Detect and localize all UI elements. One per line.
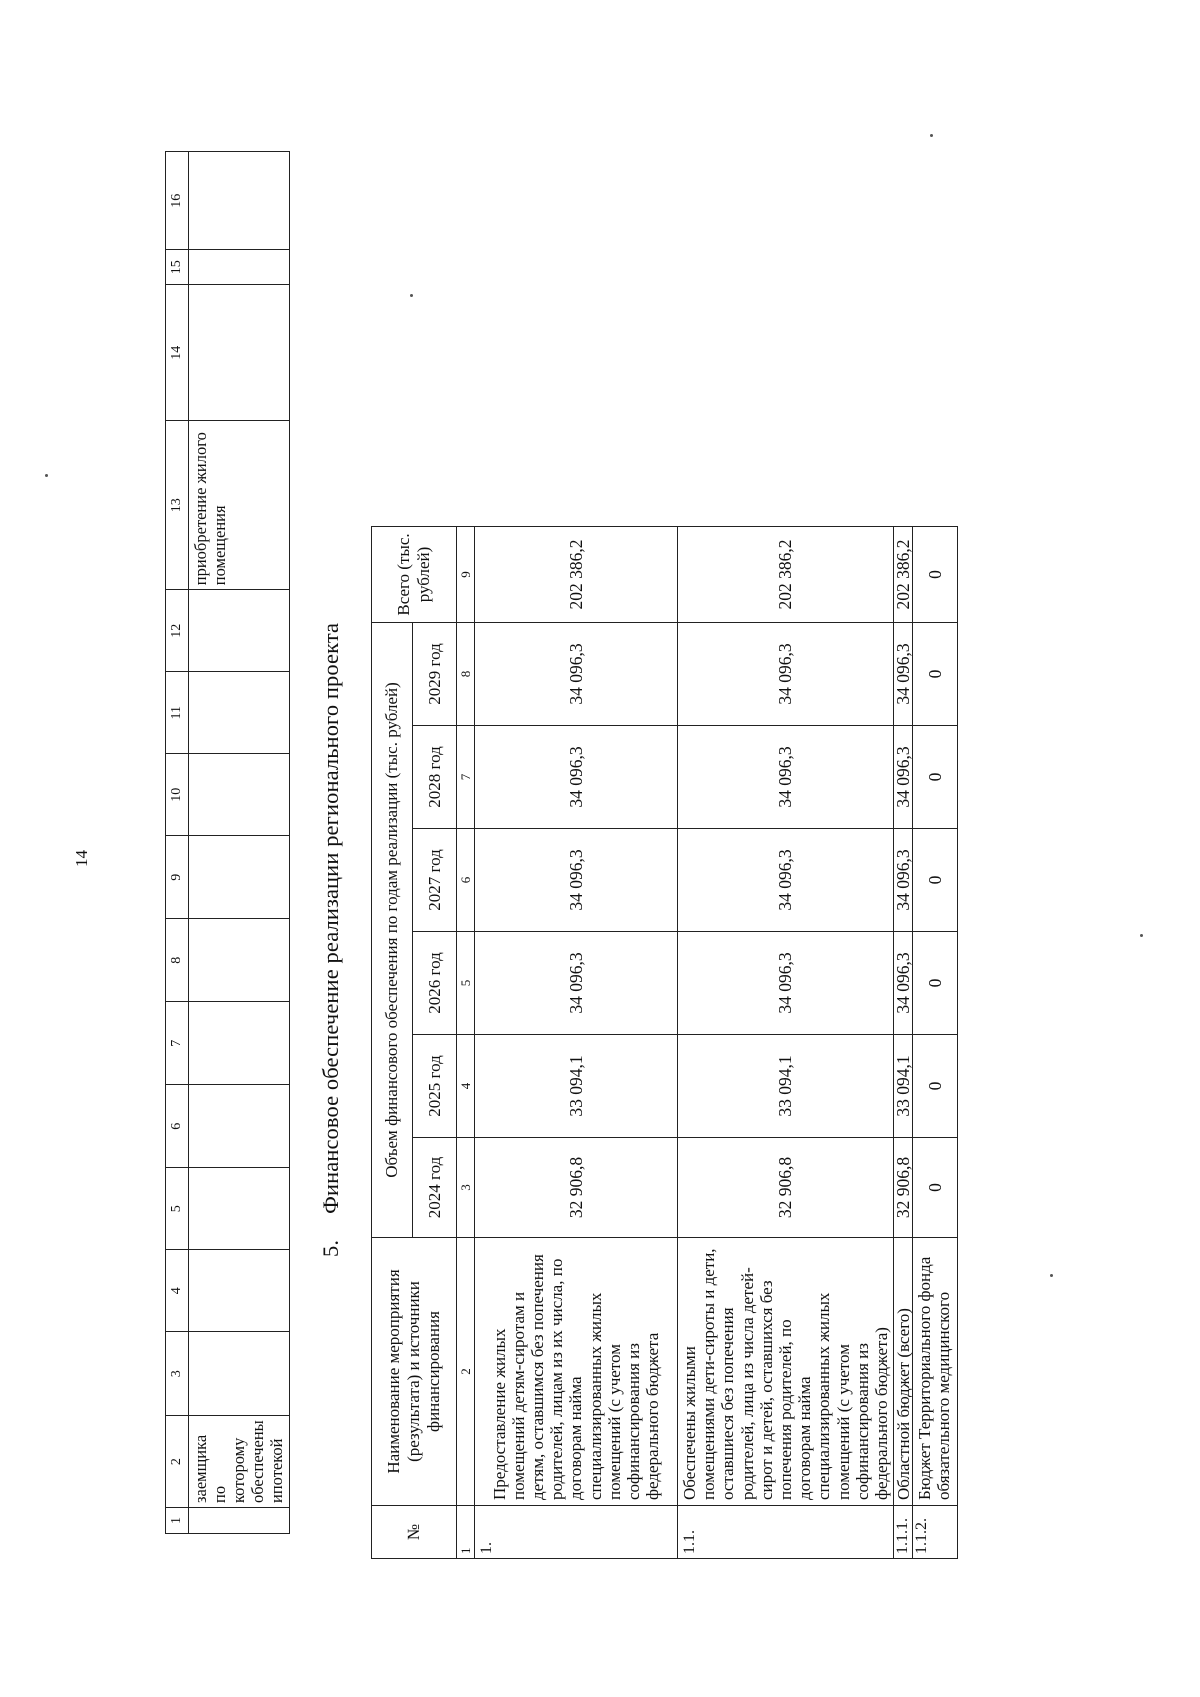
header-year: 2028 год — [413, 726, 457, 829]
total-cell: 202 386,2 — [678, 527, 894, 623]
col-number: 13 — [166, 421, 189, 590]
total-cell: 202 386,2 — [894, 527, 913, 623]
value-cell: 34 096,3 — [475, 829, 678, 932]
total-cell: 0 — [913, 527, 958, 623]
section-number: 5. — [318, 1239, 343, 1257]
row-name: Предоставление жилых помещений детям-сиротам и детям, оставшимся без попечения родителей, лицам из их числа, по договорам найма специализированных жилых помещений (с учетом софинансирования из федерального бюджета — [475, 1238, 678, 1506]
section-heading — [318, 623, 344, 1257]
value-cell: 32 906,8 — [894, 1138, 913, 1238]
value-cell: 34 096,3 — [894, 829, 913, 932]
row-name: Областной бюджет (всего) — [894, 1238, 913, 1506]
continuation-table — [165, 151, 290, 1534]
col-number: 2 — [166, 1416, 189, 1508]
table-row — [894, 527, 913, 1559]
col-number: 11 — [166, 672, 189, 754]
header-year: 2024 год — [413, 1138, 457, 1238]
row-number: 1.1.1. — [894, 1506, 913, 1559]
table-row — [475, 527, 678, 1559]
value-cell: 0 — [913, 726, 958, 829]
scan-speck — [1140, 934, 1143, 937]
table-row — [913, 527, 958, 1559]
col-number: 7 — [166, 1002, 189, 1085]
scan-speck — [45, 474, 48, 477]
row-name: Обеспечены жилыми помещениями дети-сироты и дети, оставшиеся без попечения родителей, лица из числа детей-сирот и детей, оставшихся без попечения родителей, по договорам найма специализированных жилых помещений (с учетом софинансирования из федерального бюджета) — [678, 1238, 894, 1506]
col-number: 1 — [166, 1508, 189, 1534]
value-cell: 34 096,3 — [475, 623, 678, 726]
col-number: 5 — [166, 1168, 189, 1250]
value-cell: 34 096,3 — [678, 932, 894, 1035]
value-cell: 34 096,3 — [678, 623, 894, 726]
row-number: 1.1.2. — [913, 1506, 958, 1559]
value-cell: 33 094,1 — [894, 1035, 913, 1138]
scan-speck — [410, 294, 413, 297]
col-number: 6 — [166, 1085, 189, 1168]
col-number: 8 — [457, 623, 475, 726]
col-number: 7 — [457, 726, 475, 829]
value-cell: 34 096,3 — [475, 932, 678, 1035]
value-cell: 34 096,3 — [475, 726, 678, 829]
col-number: 6 — [457, 829, 475, 932]
header-year: 2026 год — [413, 932, 457, 1035]
value-cell: 34 096,3 — [894, 623, 913, 726]
section-title: Финансовое обеспечение реализации регионального проекта — [318, 622, 343, 1214]
value-cell: 33 094,1 — [475, 1035, 678, 1138]
column-number-row — [457, 527, 475, 1559]
page-number: 14 — [72, 850, 91, 867]
header-year: 2025 год — [413, 1035, 457, 1138]
value-cell: 32 906,8 — [678, 1138, 894, 1238]
col-number: 9 — [457, 527, 475, 623]
continuation-header-row — [166, 152, 189, 1534]
finance-table — [371, 526, 958, 1559]
header-volume: Объем финансового обеспечения по годам реализации (тыс. рублей) — [372, 623, 413, 1238]
value-cell: 34 096,3 — [678, 829, 894, 932]
col-number: 3 — [457, 1138, 475, 1238]
col-number: 3 — [166, 1332, 189, 1416]
header-year: 2029 год — [413, 623, 457, 726]
header-name: Наименование мероприятия (результата) и источники финансирования — [372, 1238, 457, 1506]
value-cell: 0 — [913, 1035, 958, 1138]
value-cell: 32 906,8 — [475, 1138, 678, 1238]
col-number: 4 — [457, 1035, 475, 1138]
value-cell: 34 096,3 — [894, 726, 913, 829]
value-cell: 0 — [913, 829, 958, 932]
header-row — [372, 527, 413, 1559]
col-number: 2 — [457, 1238, 475, 1506]
header-year: 2027 год — [413, 829, 457, 932]
total-cell: 202 386,2 — [475, 527, 678, 623]
col-number: 14 — [166, 285, 189, 421]
col-number: 16 — [166, 152, 189, 250]
col-number: 10 — [166, 754, 189, 836]
row-number: 1.1. — [678, 1506, 894, 1559]
col-number: 15 — [166, 250, 189, 285]
col-number: 5 — [457, 932, 475, 1035]
value-cell: 0 — [913, 932, 958, 1035]
row-name: Бюджет Территориального фонда обязательного медицинского — [913, 1238, 958, 1506]
value-cell: 0 — [913, 1138, 958, 1238]
scan-speck — [930, 134, 933, 137]
continuation-body-row — [189, 152, 290, 1534]
col-number: 4 — [166, 1250, 189, 1332]
col-number: 12 — [166, 590, 189, 672]
borrower-cell: заемщика по которому обеспечены ипотекой — [189, 1416, 290, 1508]
table-row — [678, 527, 894, 1559]
value-cell: 34 096,3 — [678, 726, 894, 829]
value-cell: 0 — [913, 623, 958, 726]
col-number: 1 — [457, 1506, 475, 1559]
header-total: Всего (тыс. рублей) — [372, 527, 457, 623]
scan-speck — [1050, 1274, 1053, 1277]
col-number: 9 — [166, 836, 189, 919]
header-num: № — [372, 1506, 457, 1559]
purpose-cell: приобретение жилого помещения — [189, 421, 290, 590]
row-number: 1. — [475, 1506, 678, 1559]
value-cell: 33 094,1 — [678, 1035, 894, 1138]
value-cell: 34 096,3 — [894, 932, 913, 1035]
col-number: 8 — [166, 919, 189, 1002]
